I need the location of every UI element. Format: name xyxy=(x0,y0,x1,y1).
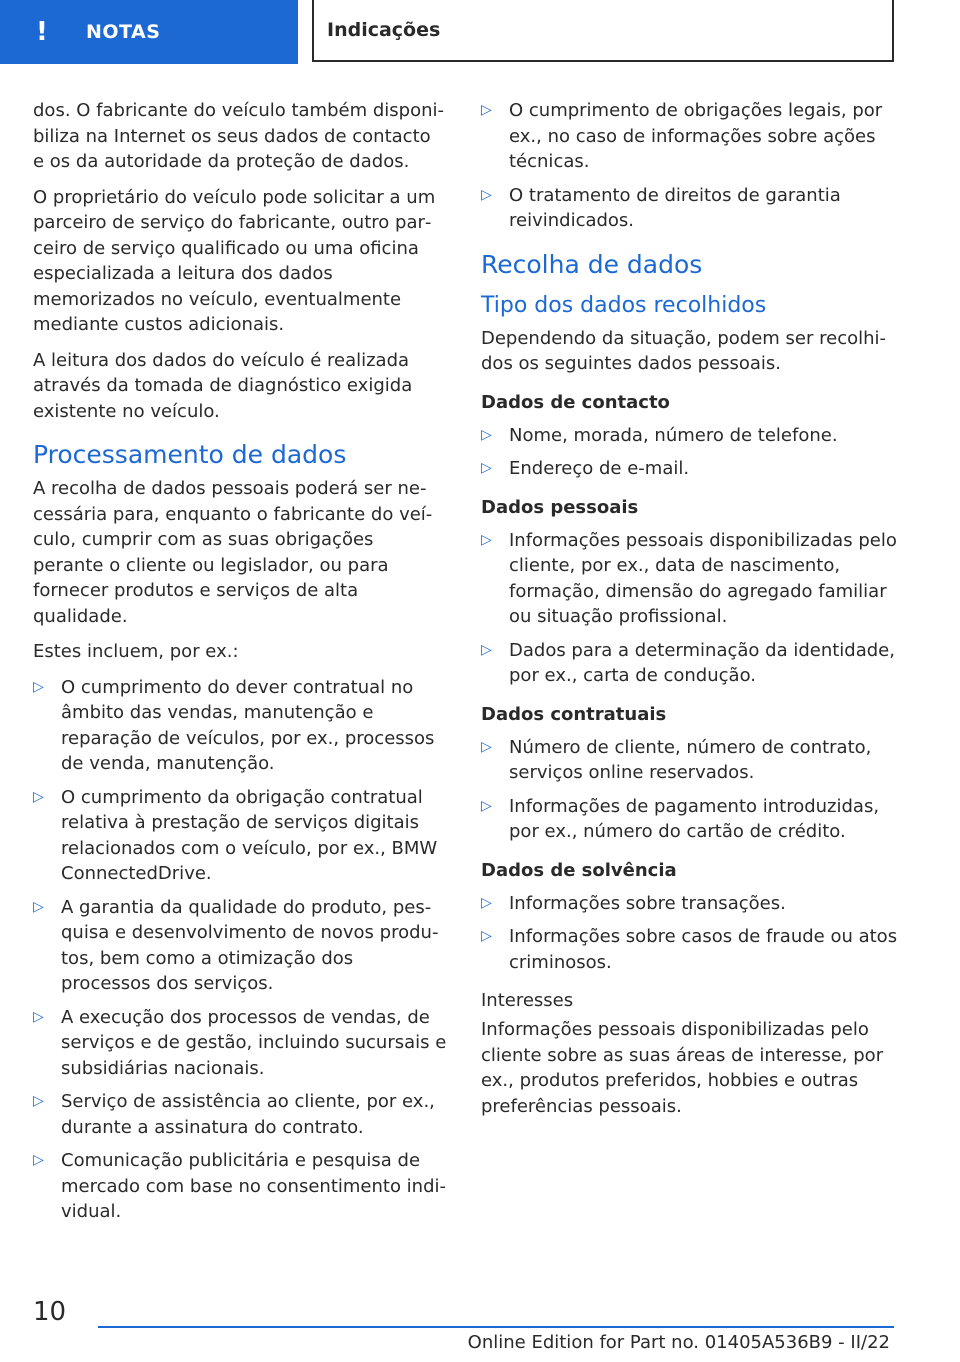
list-item: ▷ O cumprimento de obrigações legais, por ex., no caso de informações sobre ações técnicas. xyxy=(481,100,883,172)
list-item: ▷ Nome, morada, número de telefone. xyxy=(481,423,899,449)
paragraph: Informações pessoais disponibilizadas pelo cliente sobre as suas áreas de interesse, por ex., produtos preferidos, hobbies e outras preferências pessoais. xyxy=(481,1019,884,1117)
group-heading-contacto: Dados de contacto xyxy=(481,391,670,413)
triangle-bullet-icon: ▷ xyxy=(481,186,492,203)
section-heading-recolha: Recolha de dados xyxy=(481,249,703,279)
section-label: NOTAS xyxy=(86,21,161,43)
list-item: ▷ Endereço de e-mail. xyxy=(481,456,899,482)
list-item: ▷ Serviço de assistência ao cliente, por ex., durante a assinatura do contrato. xyxy=(33,1091,435,1138)
page-number: 10 xyxy=(33,1297,67,1327)
paragraph: O proprietário do veículo pode solicitar a um parceiro de serviço do fabricante, outro parceiro de serviço qualificado ou uma oficina especializada a leitura dos dados memorizados no veículo, eventualmente mediante custos adicionais. xyxy=(33,186,436,335)
list-item: ▷ Informações pessoais disponibilizadas pelo cliente, por ex., data de nascimento, formação, dimensão do agregado familiar ou situação profissional. xyxy=(481,529,897,627)
paragraph: Estes incluem, por ex.: xyxy=(33,641,239,662)
page-header-title: Indicações xyxy=(312,0,894,62)
exclamation-icon: ! xyxy=(36,17,48,47)
paragraph: dos. O fabricante do veículo também disponibiliza na Internet os seus dados de contacto e os da autoridade da proteção de dados. xyxy=(33,100,444,172)
bullet-list xyxy=(481,98,899,234)
list-item: ▷ A execução dos processos de vendas, de serviços e de gestão, incluindo sucursais e subsidiárias nacionais. xyxy=(33,1006,447,1079)
bullet-list xyxy=(481,423,899,482)
bullet-list xyxy=(481,891,899,976)
footer-edition: Online Edition for Part no. 01405A536B9 - II/22 xyxy=(467,1332,890,1353)
triangle-bullet-icon: ▷ xyxy=(481,641,492,658)
group-heading-solvencia: Dados de solvência xyxy=(481,859,677,881)
bullet-list xyxy=(33,675,447,1225)
list-item: ▷ Dados para a determinação da identidade, por ex., carta de condução. xyxy=(481,639,895,686)
list-item: ▷ Informações de pagamento introduzidas, por ex., número do cartão de crédito. xyxy=(481,795,880,842)
paragraph: A leitura dos dados do veículo é realizada através da tomada de diagnóstico exigida existente no veículo. xyxy=(33,349,413,422)
group-heading-contratuais: Dados contratuais xyxy=(481,703,667,725)
paragraph: Dependendo da situação, podem ser recolhidos os seguintes dados pessoais. xyxy=(481,327,887,374)
bullet-list xyxy=(481,528,899,689)
triangle-bullet-icon: ▷ xyxy=(33,898,44,915)
triangle-bullet-icon: ▷ xyxy=(481,531,492,548)
group-heading-pessoais: Dados pessoais xyxy=(481,496,639,518)
section-tab xyxy=(0,0,298,64)
triangle-bullet-icon: ▷ xyxy=(33,1093,44,1109)
subsection-heading-tipo: Tipo dos dados recolhidos xyxy=(481,292,767,318)
list-item: ▷ O cumprimento do dever contratual no âmbito das vendas, manutenção e reparação de veículos, por ex., processos de venda, manutenção. xyxy=(33,676,435,774)
triangle-bullet-icon: ▷ xyxy=(481,797,492,814)
triangle-bullet-icon: ▷ xyxy=(481,928,492,944)
list-item: ▷ Comunicação publicitária e pesquisa de mercado com base no consentimento individual. xyxy=(33,1150,447,1222)
triangle-bullet-icon: ▷ xyxy=(33,678,44,695)
list-item: ▷ Informações sobre transações. xyxy=(481,891,899,917)
left-column xyxy=(33,98,447,1233)
right-column xyxy=(481,98,899,1129)
triangle-bullet-icon: ▷ xyxy=(481,426,492,443)
section-heading-processamento: Processamento de dados xyxy=(33,440,347,469)
triangle-bullet-icon: ▷ xyxy=(481,738,492,755)
triangle-bullet-icon: ▷ xyxy=(33,1008,44,1025)
list-item: ▷ O cumprimento da obrigação contratual relativa à prestação de serviços digitais relacionados com o veículo, por ex., BMW ConnectedDrive. xyxy=(33,786,438,884)
paragraph: A recolha de dados pessoais poderá ser necessária para, enquanto o fabricante do veículo, cumprir com as suas obrigações perante o cliente ou legislador, ou para fornecer produtos e serviços de alta qualidade. xyxy=(33,478,433,627)
list-item: ▷ O tratamento de direitos de garantia reivindicados. xyxy=(481,184,841,231)
triangle-bullet-icon: ▷ xyxy=(481,460,492,476)
footer-divider xyxy=(98,1326,894,1328)
triangle-bullet-icon: ▷ xyxy=(481,102,492,118)
bullet-list xyxy=(481,735,899,845)
list-item: ▷ Informações sobre casos de fraude ou atos criminosos. xyxy=(481,926,898,973)
triangle-bullet-icon: ▷ xyxy=(33,1152,44,1168)
list-item: ▷ A garantia da qualidade do produto, pesquisa e desenvolvimento de novos produtos, bem como a otimização dos processos dos serviços. xyxy=(33,896,439,994)
group-heading-interesses: Interesses xyxy=(481,990,574,1011)
triangle-bullet-icon: ▷ xyxy=(33,788,44,805)
list-item: ▷ Número de cliente, número de contrato, serviços online reservados. xyxy=(481,736,872,783)
triangle-bullet-icon: ▷ xyxy=(481,894,492,911)
